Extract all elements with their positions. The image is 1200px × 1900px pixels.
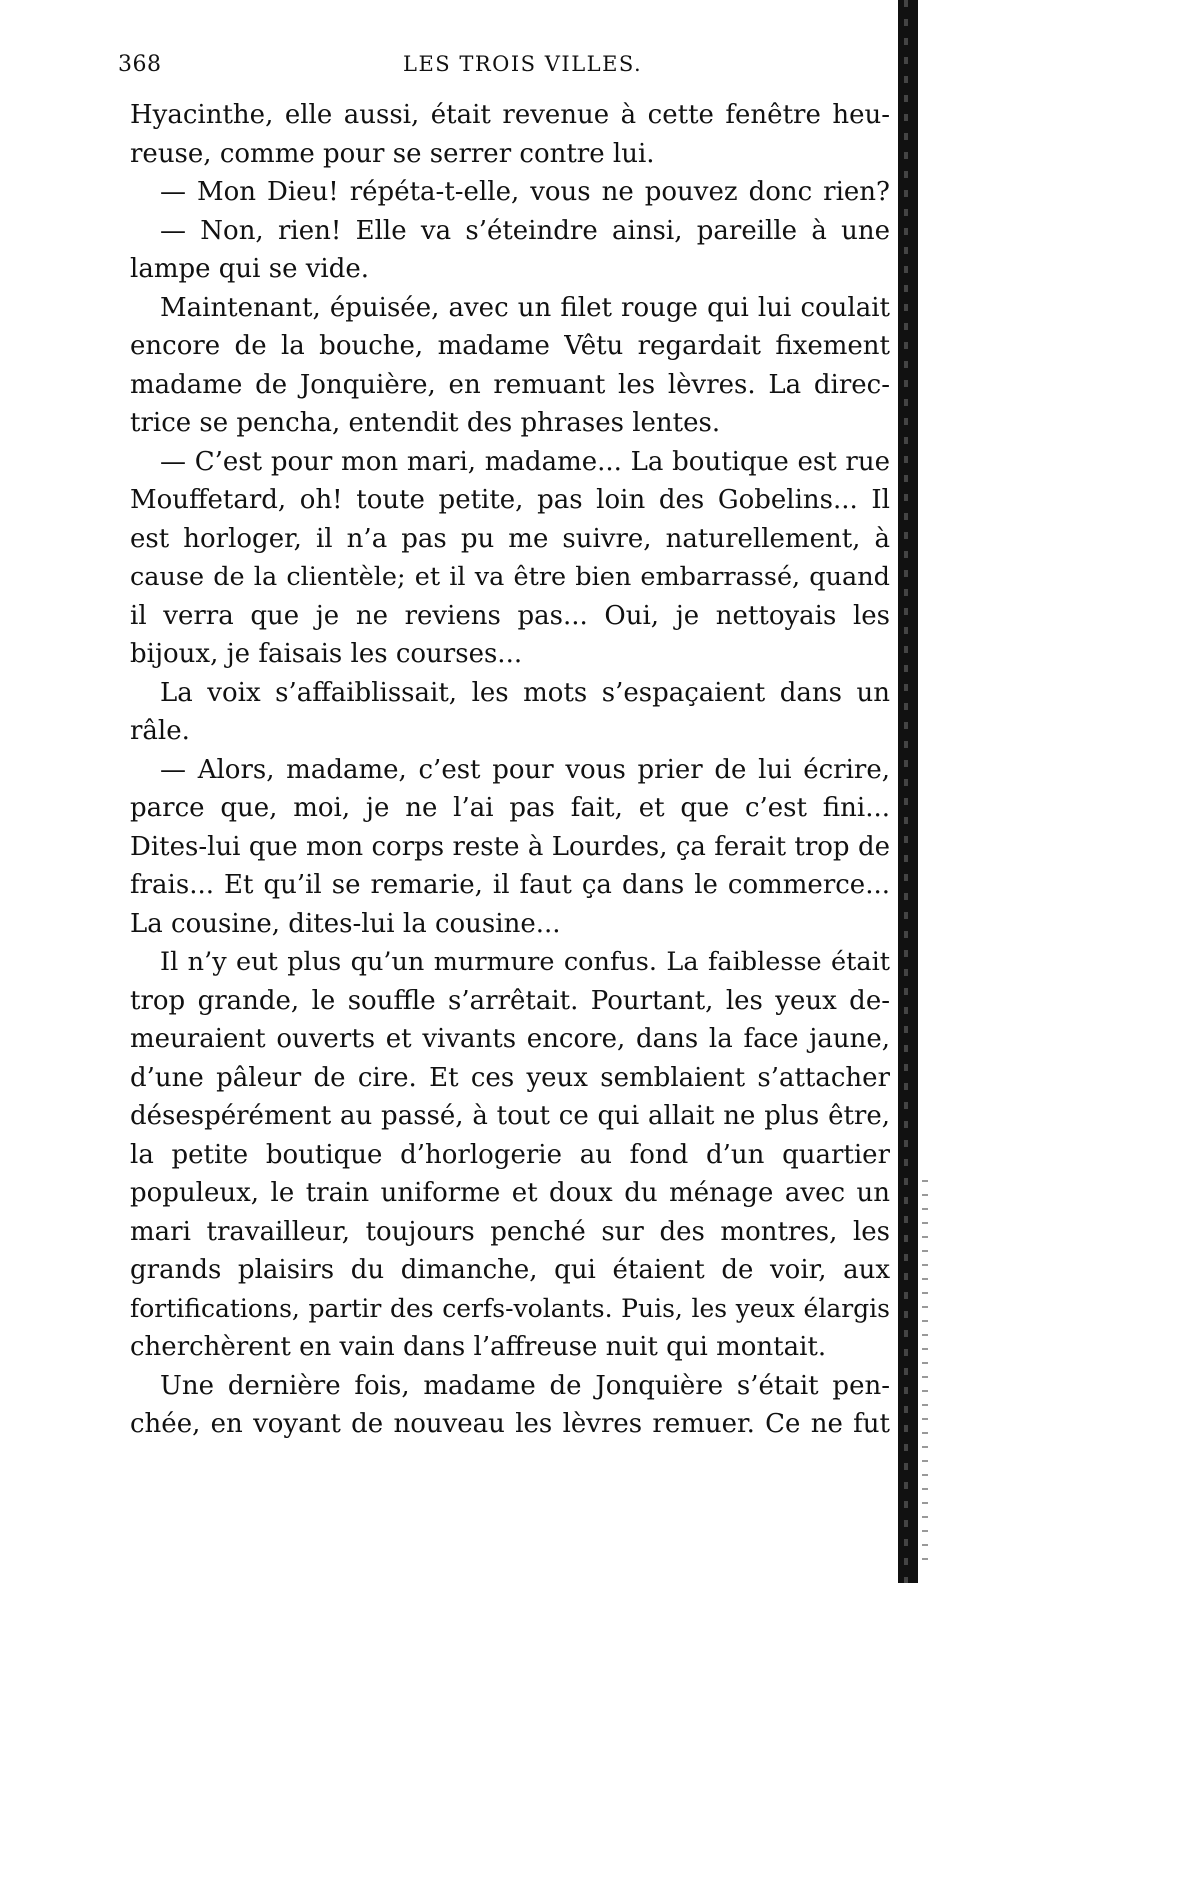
text-line: trice se pencha, entendit des phrases lentes. <box>130 408 721 438</box>
text-line: chée, en voyant de nouveau les lèvres remuer. Ce ne fut <box>130 1409 890 1439</box>
text-line: populeux, le train uniforme et doux du ménage avec un <box>130 1178 890 1208</box>
text-line: Hyacinthe, elle aussi, était revenue à cette fenêtre heu- <box>130 100 890 130</box>
text-line: la petite boutique d’horlogerie au fond d’un quartier <box>130 1139 890 1170</box>
text-line: fortifications, partir des cerfs-volants. Puis, les yeux élargis <box>130 1293 890 1323</box>
text-line: La voix s’affaiblissait, les mots s’espaçaient dans un <box>160 677 890 708</box>
text-line: trop grande, le souffle s’arrêtait. Pourtant, les yeux de- <box>130 985 890 1016</box>
text-line: râle. <box>130 716 190 746</box>
text-line: lampe qui se vide. <box>130 254 370 284</box>
text-line: encore de la bouche, madame Vêtu regardait fixement <box>130 331 890 361</box>
text-line: il verra que je ne reviens pas... Oui, je nettoyais les <box>130 600 890 631</box>
text-line: — Alors, madame, c’est pour vous prier de lui écrire, <box>160 754 890 785</box>
text-line: cherchèrent en vain dans l’affreuse nuit qui montait. <box>130 1332 827 1362</box>
text-line: Maintenant, épuisée, avec un filet rouge qui lui coulait <box>160 292 890 323</box>
text-line: d’une pâleur de cire. Et ces yeux semblaient s’attacher <box>130 1062 890 1093</box>
text-line: — Non, rien! Elle va s’éteindre ainsi, pareille à une <box>160 215 890 246</box>
text-line: Une dernière fois, madame de Jonquière s’était pen- <box>160 1370 890 1401</box>
text-line: Mouffetard, oh! toute petite, pas loin des Gobelins... Il <box>130 485 890 515</box>
body-text <box>130 96 890 1444</box>
text-line: La cousine, dites-lui la cousine... <box>130 908 561 939</box>
text-line: — C’est pour mon mari, madame... La boutique est rue <box>160 446 890 477</box>
page-binding-edge <box>898 0 918 1583</box>
text-line: — Mon Dieu! répéta-t-elle, vous ne pouvez donc rien? <box>160 177 890 207</box>
text-line: meuraient ouverts et vivants encore, dans la face jaune, <box>130 1024 890 1054</box>
text-line: Il n’y eut plus qu’un murmure confus. La faiblesse était <box>160 947 890 977</box>
text-line: bijoux, je faisais les courses... <box>130 639 523 669</box>
text-line: désespérément au passé, à tout ce qui allait ne plus être, <box>130 1101 890 1131</box>
running-title: LES TROIS VILLES. <box>403 52 643 76</box>
page-header <box>118 52 888 82</box>
text-line: frais... Et qu’il se remarie, il faut ça dans le commerce... <box>130 870 890 900</box>
text-line: est horloger, il n’a pas pu me suivre, naturellement, à <box>130 523 890 554</box>
text-line: Dites-lui que mon corps reste à Lourdes, ça ferait trop de <box>130 831 890 862</box>
page-number: 368 <box>118 52 162 77</box>
text-line: parce que, moi, je ne l’ai pas fait, et que c’est fini... <box>130 793 890 823</box>
text-line: mari travailleur, toujours penché sur des montres, les <box>130 1216 890 1247</box>
text-line: madame de Jonquière, en remuant les lèvres. La direc- <box>130 369 890 400</box>
text-line: grands plaisirs du dimanche, qui étaient de voir, aux <box>130 1255 890 1285</box>
margin-speckles <box>922 1180 928 1560</box>
text-line: cause de la clientèle; et il va être bien embarrassé, quand <box>130 562 890 592</box>
text-line: reuse, comme pour se serrer contre lui. <box>130 138 655 169</box>
